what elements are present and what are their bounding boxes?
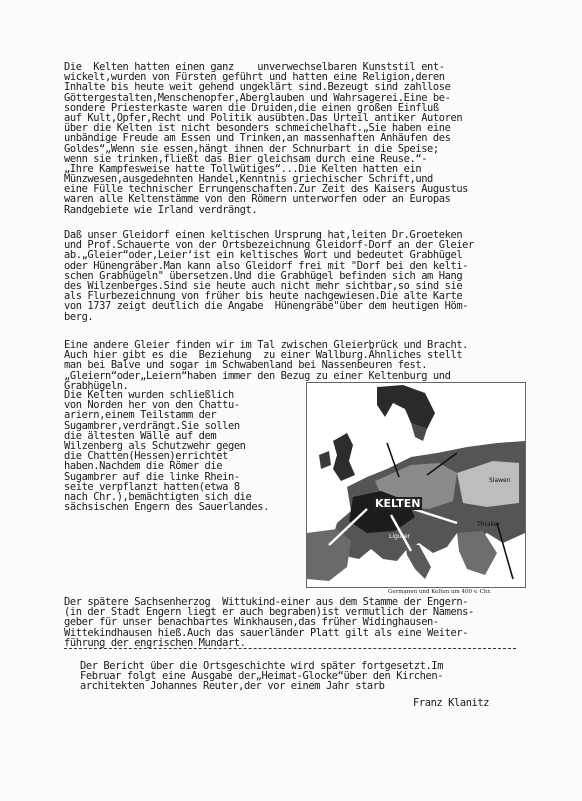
text-line: oder Hünengräber.Man kann also Gleidorf frei mit "Dorf bei den kelti- [64,259,469,272]
text-line: Der Bericht über die Ortsgeschichte wird später fortgesetzt.Im [80,660,444,672]
text-line: Göttergestalten,Menschenopfer,Aberglauben und Wahrsagerei.Eine be- [64,91,451,104]
text-line: Wilzenberg als Schutzwehr gegen [64,439,246,452]
text-line: Die Kelten hatten einen ganz unverwechselbaren Kunststil ent- [64,61,445,73]
map-label-thraker: Thraker [477,521,501,528]
text-line: Münzwesen,ausgedehnten Handel,Kenntnis griechischer Schrift,und [64,173,433,186]
text-line: wenn sie trinken,fließt das Bier gleichsam durch eine Reuse.“- [64,152,428,165]
map-label-kelten: KELTEN [375,497,421,510]
text-line: auf Kult,Opfer,Recht und Politik ausübten.Das Urteil antiker Autoren [64,111,463,124]
text-line: ariern,einem Teilstamm der [64,409,217,422]
text-line: „Gleiern“oder„Leiern“haben immer den Bezug zu einer Keltenburg und [64,369,451,382]
text-line: man bei Balve und sogar im Schwabenland bei Nassenbeuren fest. [64,359,428,372]
text-line: berg. [64,310,94,323]
paragraph-chattuarier [64,390,269,512]
text-line: Der spätere Sachsenherzog Wittukind-einer aus dem Stamme der Engern- [64,596,469,608]
paragraph-fortsetzung [80,661,443,692]
text-line: architekten Johannes Reuter,der vor einem Jahr starb [80,680,385,693]
text-line: und Prof.Schauerte von der Ortsbezeichnung Gleidorf-Dorf an der Gleier [64,239,474,252]
text-line: geber für unser benachbartes Winkhausen,das früher Widinghausen- [64,616,439,629]
text-line: ab.„Gleier“oder‚Leier‘ist ein keltisches Wort und bedeutet Grabhügel [64,249,463,262]
historical-map [306,382,526,588]
paragraph-intro [64,62,468,215]
text-line: Die Kelten wurden schließlich [64,389,234,401]
dashed-divider [64,648,516,649]
map-label-ligurer: Ligurer [389,533,411,540]
text-line: über die Kelten ist nicht besonders schmeichelhaft.„Sie haben eine [64,122,451,135]
text-line: seite verpflanzt hatten(etwa 8 [64,480,240,493]
text-line: haben.Nachdem die Römer die [64,460,223,473]
text-line: als Flurbezeichnung von früher bis heute nachgewiesen.Die alte Karte [64,290,463,303]
text-line: Inhalte bis heute weit gehend ungeklärt sind.Bezeugt sind zahllose [64,81,451,94]
paragraph-gleidorf [64,230,474,322]
text-line: führung der engrischen Mundart. [64,636,246,649]
text-line: Februar folgt eine Ausgabe der„Heimat-Glocke“über den Kirchen- [80,670,444,683]
paragraph-widukind [64,597,474,648]
text-line: Auch hier gibt es die Beziehung zu einer Wallburg.Ähnliches stellt [64,349,463,362]
text-line: des Wilzenberges.Sind sie heute auch nicht mehr sichtbar,so sind sie [64,279,463,292]
text-line: Randgebiete wie Irland verdrängt. [64,203,258,216]
text-line: Wittekindhausen hieß.Auch das sauerländer Platt gilt als eine Weiter- [64,626,469,639]
text-line: Grabhügeln. [64,379,129,392]
text-line: von 1737 zeigt deutlich die Angabe Hünengräbe"über dem heutigen Höm- [64,300,469,313]
text-line: wickelt,wurden von Fürsten geführt und hatten eine Religion,deren [64,71,445,84]
text-line: die Chatten(Hessen)errichtet [64,450,228,463]
text-line: Eine andere Gleier finden wir im Tal zwischen Gleierbrück und Bracht. [64,339,469,351]
text-line: Sugambrer,verdrängt.Sie sollen [64,419,240,432]
text-line: (in der Stadt Engern liegt er auch begraben)ist vermutlich der Namens- [64,606,474,619]
text-line: die ältesten Wälle auf dem [64,429,217,442]
text-line: Sugambrer auf die linke Rhein- [64,470,240,483]
europe-map-drawing [307,383,525,587]
text-line: „Ihre Kampfesweise hatte Tollwütiges“...Die Kelten hatten ein [64,162,422,175]
text-line: eine Fülle technischer Errungenschaften.Zur Zeit des Kaisers Augustus [64,183,469,196]
text-line: waren alle Keltenstämme von den Römern unterworfen oder an Europas [64,193,451,206]
text-line: von Norden her von den Chattu- [64,399,240,412]
text-line: Daß unser Gleidorf einen keltischen Ursprung hat,leiten Dr.Groeteken [64,229,463,241]
map-caption: Germanen und Kelten um 400 v. Chr. [388,589,492,595]
text-line: unbändige Freude am Essen und Trinken,an massenhaften Anhäufen des [64,132,451,145]
text-line: schen Grabhügeln" übersetzen.Und die Grabhügel befinden sich am Hang [64,269,463,282]
text-line: sondere Priesterkaste waren die Druiden,die einen großen Einfluß [64,101,439,114]
author-signature: Franz Klanitz [413,697,490,709]
text-line: nach Chr.),bemächtigten sich die [64,490,252,503]
text-line: Goldes“„Wenn sie essen,hängt ihnen der Schnurbart in die Speise; [64,142,439,155]
text-line: sächsischen Engern des Sauerlandes. [64,501,269,514]
map-label-slawen: Slawen [489,477,511,484]
map-label-keltiberer: Keltiberer [309,519,339,526]
